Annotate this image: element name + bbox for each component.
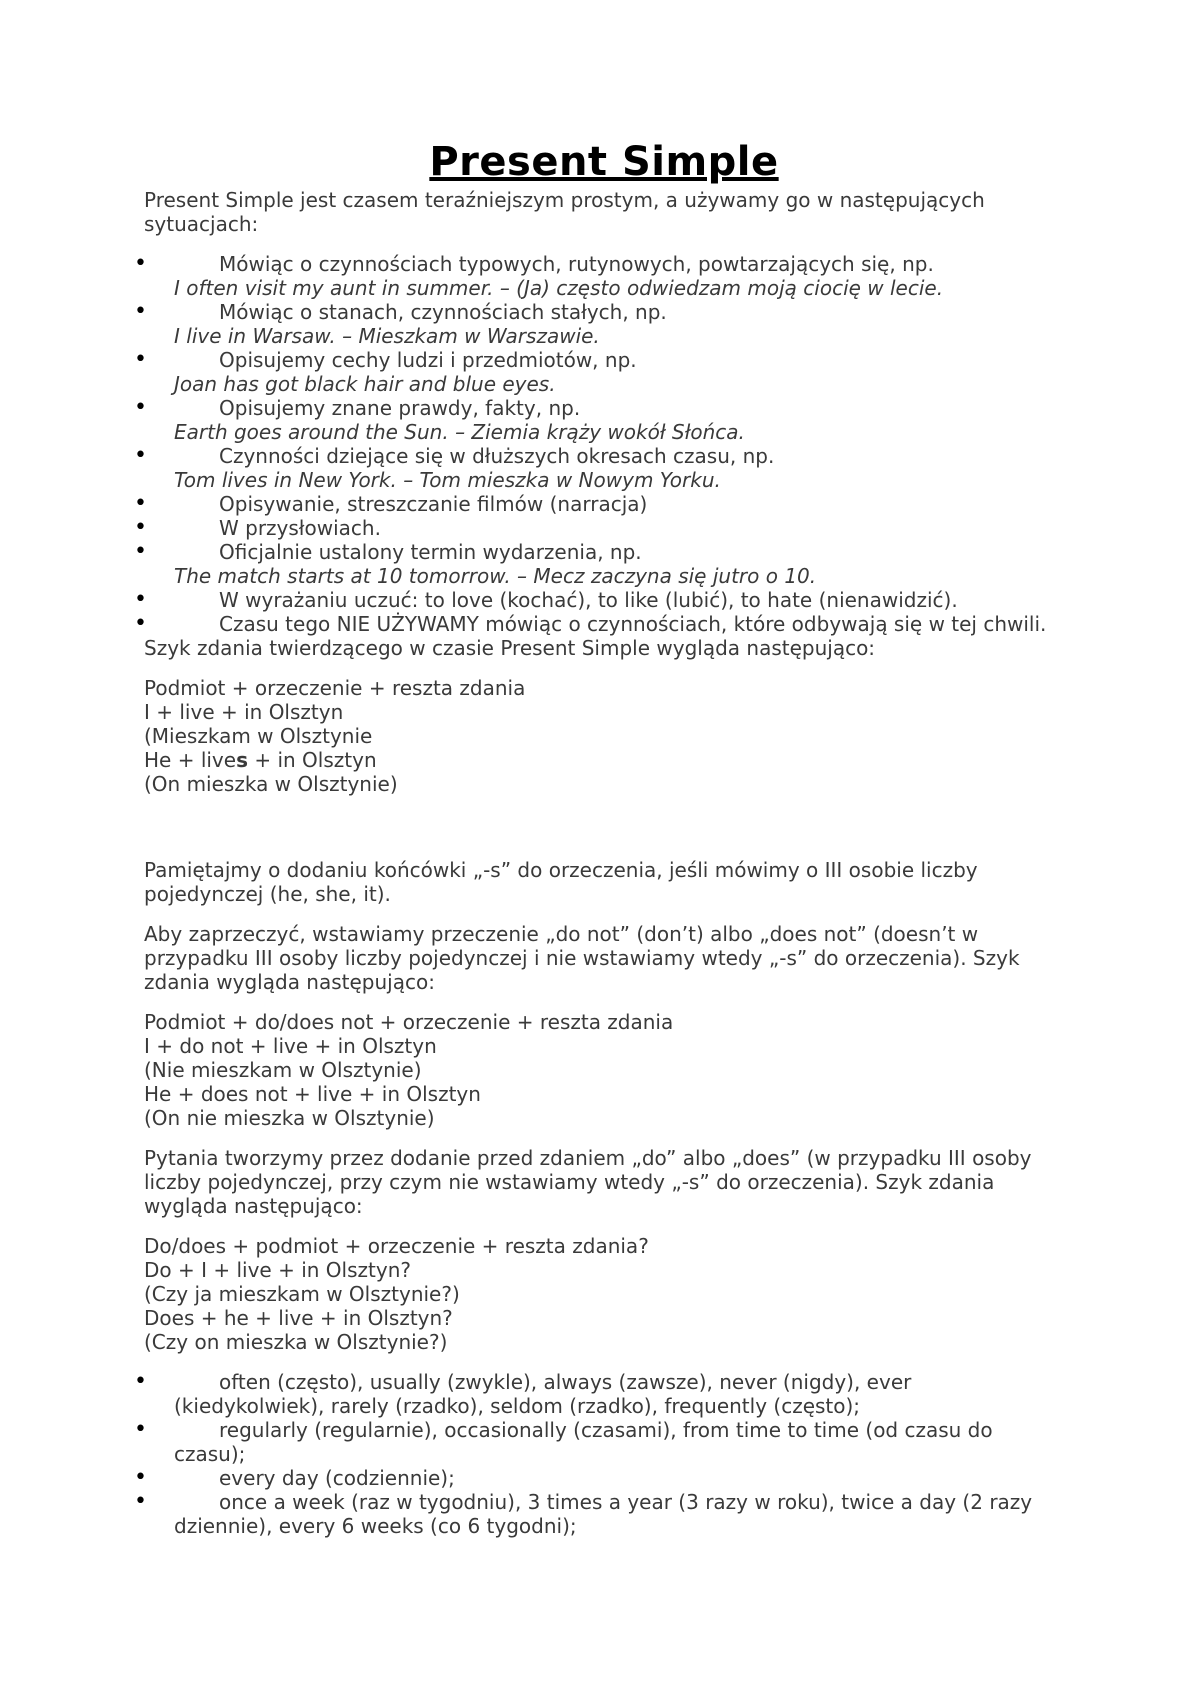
usage-example: Tom lives in New York. – Tom mieszka w Nowym Yorku. <box>174 468 721 492</box>
list-item <box>144 1490 1064 1538</box>
negation-formula: Podmiot + do/does not + orzeczenie + reszta zdania <box>144 1010 674 1034</box>
affirmative-formula: Podmiot + orzeczenie + reszta zdania <box>144 676 526 700</box>
affirmative-translation-2: (On mieszka w Olsztynie) <box>144 772 398 796</box>
usage-text: • Opisywanie, streszczanie filmów (narracja) <box>219 492 648 516</box>
list-item <box>144 588 1064 612</box>
usage-text: • Czasu tego NIE UŻYWAMY mówiąc o czynnościach, które odbywają się w tej chwili. <box>219 612 1047 636</box>
usage-text: • Mówiąc o czynnościach typowych, rutynowych, powtarzających się, np. <box>219 252 934 276</box>
example-part: + in Olsztyn <box>247 748 377 772</box>
list-item <box>144 1418 1064 1466</box>
list-item <box>144 396 1064 444</box>
question-translation-2: (Czy on mieszka w Olsztynie?) <box>144 1330 448 1354</box>
negation-intro: Aby zaprzeczyć, wstawiamy przeczenie „do not” (don’t) albo „does not” (doesn’t w przypadku III osoby liczby pojedynczej i nie wstawiamy wtedy „-s” do orzeczenia). Szyk zdania wygląda następująco: <box>144 922 1020 994</box>
question-translation-1: (Czy ja mieszkam w Olsztynie?) <box>144 1282 460 1306</box>
adverb-text: • every day (codziennie); <box>219 1466 455 1490</box>
negation-structure <box>144 1010 1064 1130</box>
negation-example-2: He + does not + live + in Olsztyn <box>144 1082 481 1106</box>
list-item <box>144 492 1064 516</box>
question-structure <box>144 1234 1064 1354</box>
adverb-text: • once a week (raz w tygodniu), 3 times a year (3 razy w roku), twice a day (2 razy dziennie), every 6 weeks (co 6 tygodni); <box>174 1490 1033 1538</box>
list-item <box>144 540 1064 588</box>
intro-paragraph: Present Simple jest czasem teraźniejszym prostym, a używamy go w następujących sytuacjach: <box>144 188 985 236</box>
document-content <box>144 138 1064 1538</box>
negation-translation-1: (Nie mieszkam w Olsztynie) <box>144 1058 422 1082</box>
affirmative-intro: Szyk zdania twierdzącego w czasie Present Simple wygląda następująco: <box>144 636 876 660</box>
negation-translation-2: (On nie mieszka w Olsztynie) <box>144 1106 435 1130</box>
list-item <box>144 1466 1064 1490</box>
usage-text: • Oficjalnie ustalony termin wydarzenia, np. <box>219 540 642 564</box>
list-item <box>144 444 1064 492</box>
remember-paragraph: Pamiętajmy o dodaniu końcówki „-s” do orzeczenia, jeśli mówimy o III osobie liczby pojedynczej (he, she, it). <box>144 858 978 906</box>
usage-example: I live in Warsaw. – Mieszkam w Warszawie. <box>174 324 600 348</box>
example-part: He + live <box>144 748 237 772</box>
affirmative-example-2 <box>144 748 1064 772</box>
adverb-text: • often (często), usually (zwykle), always (zawsze), never (nigdy), ever (kiedykolwiek), rarely (rzadko), seldom (rzadko), frequently (często); <box>174 1370 912 1418</box>
suffix-s: s <box>236 748 248 772</box>
question-example-1: Do + I + live + in Olsztyn? <box>144 1258 411 1282</box>
adverb-text: • regularly (regularnie), occasionally (czasami), from time to time (od czasu do czasu); <box>174 1418 993 1466</box>
question-intro: Pytania tworzymy przez dodanie przed zdaniem „do” albo „does” (w przypadku III osoby liczby pojedynczej, przy czym nie wstawiamy wtedy „-s” do orzeczenia). Szyk zdania wygląda następująco: <box>144 1146 1032 1218</box>
usage-text: • Mówiąc o stanach, czynnościach stałych, np. <box>219 300 667 324</box>
list-item <box>144 252 1064 300</box>
list-item <box>144 300 1064 348</box>
usage-text: • Czynności dziejące się w dłuższych okresach czasu, np. <box>219 444 775 468</box>
usage-text: • W wyrażaniu uczuć: to love (kochać), to like (lubić), to hate (nienawidzić). <box>219 588 958 612</box>
question-example-2: Does + he + live + in Olsztyn? <box>144 1306 453 1330</box>
usage-text: • Opisujemy cechy ludzi i przedmiotów, np. <box>219 348 637 372</box>
page-title: Present Simple <box>429 139 779 185</box>
usage-example: Earth goes around the Sun. – Ziemia krąży wokół Słońca. <box>174 420 745 444</box>
affirmative-translation-1: (Mieszkam w Olsztynie <box>144 724 373 748</box>
usage-example: The match starts at 10 tomorrow. – Mecz zaczyna się jutro o 10. <box>174 564 817 588</box>
negation-example-1: I + do not + live + in Olsztyn <box>144 1034 437 1058</box>
affirmative-structure <box>144 676 1064 796</box>
list-item <box>144 612 1064 636</box>
usage-text: • Opisujemy znane prawdy, fakty, np. <box>219 396 581 420</box>
usage-example: Joan has got black hair and blue eyes. <box>174 372 556 396</box>
usage-text: • W przysłowiach. <box>219 516 381 540</box>
question-formula: Do/does + podmiot + orzeczenie + reszta zdania? <box>144 1234 649 1258</box>
affirmative-example-1: I + live + in Olsztyn <box>144 700 344 724</box>
list-item <box>144 516 1064 540</box>
list-item <box>144 348 1064 396</box>
usage-list <box>144 252 1064 636</box>
list-item <box>144 1370 1064 1418</box>
usage-example: I often visit my aunt in summer. – (Ja) często odwiedzam moją ciocię w lecie. <box>174 276 944 300</box>
adverb-list <box>144 1370 1064 1538</box>
